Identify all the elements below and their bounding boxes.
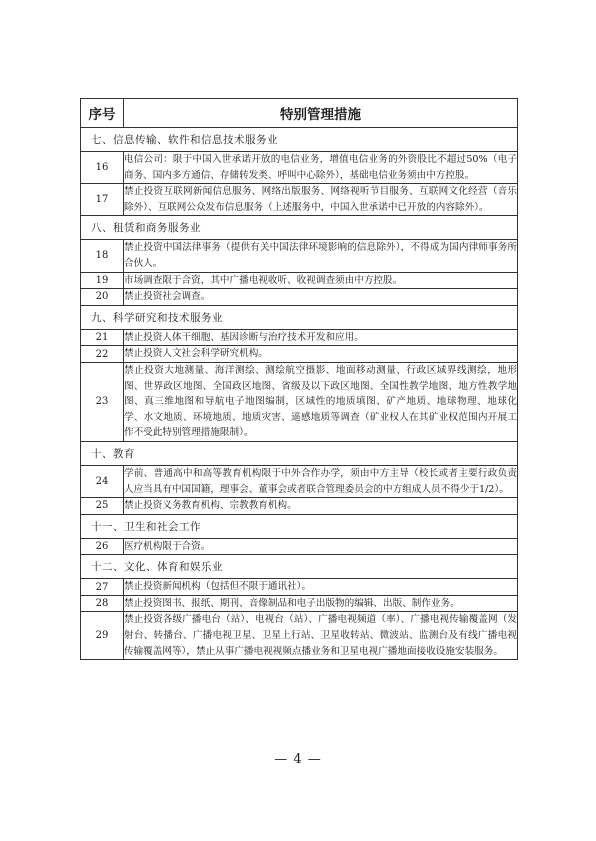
header-special-measures: 特别管理措施 (124, 99, 518, 128)
table-row (81, 329, 518, 346)
row-serial-number: 28 (81, 595, 124, 612)
table-row (81, 240, 518, 272)
table-row (81, 184, 518, 216)
section-row (81, 216, 518, 240)
section-row (81, 514, 518, 538)
table-row (81, 538, 518, 555)
page-number: — 4 — (274, 752, 322, 767)
row-serial-number: 24 (81, 465, 124, 497)
table-row (81, 346, 518, 363)
table-row (81, 612, 518, 660)
row-serial-number: 25 (81, 498, 124, 515)
row-measure-text: 禁止投资义务教育机构、宗教教育机构。 (124, 498, 518, 515)
row-measure-text: 市场调查限于合资，其中广播电视收听、收视调查须由中方控股。 (124, 272, 518, 289)
row-measure-text: 禁止投资图书、报纸、期刊、音像制品和电子出版物的编辑、出版、制作业务。 (124, 595, 518, 612)
row-serial-number: 16 (81, 152, 124, 184)
table-row (81, 289, 518, 306)
row-serial-number: 23 (81, 362, 124, 441)
row-serial-number: 29 (81, 612, 124, 660)
section-row (81, 441, 518, 465)
row-serial-number: 22 (81, 346, 124, 363)
header-serial-number: 序号 (81, 99, 124, 128)
row-serial-number: 27 (81, 579, 124, 596)
row-measure-text: 禁止投资人文社会科学研究机构。 (124, 346, 518, 363)
table-header-row (81, 99, 518, 128)
section-row (81, 305, 518, 329)
row-serial-number: 19 (81, 272, 124, 289)
row-serial-number: 18 (81, 240, 124, 272)
section-title: 十、教育 (81, 441, 518, 465)
table-row (81, 362, 518, 441)
row-measure-text: 禁止投资新闻机构（包括但不限于通讯社）。 (124, 579, 518, 596)
section-title: 九、科学研究和技术服务业 (81, 305, 518, 329)
row-measure-text: 学前、普通高中和高等教育机构限于中外合作办学，须由中方主导（校长或者主要行政负责人应当具有中国国籍，理事会、董事会或者联合管理委员会的中方组成人员不得少于1/2）。 (124, 465, 518, 497)
table-row (81, 595, 518, 612)
section-title: 七、信息传输、软件和信息技术服务业 (81, 128, 518, 152)
table-row (81, 152, 518, 184)
row-measure-text: 禁止投资互联网新闻信息服务、网络出版服务、网络视听节目服务、互联网文化经营（音乐除外）、互联网公众发布信息服务（上述服务中，中国入世承诺中已开放的内容除外）。 (124, 184, 518, 216)
row-measure-text: 医疗机构限于合资。 (124, 538, 518, 555)
table-row (81, 579, 518, 596)
section-title: 十一、卫生和社会工作 (81, 514, 518, 538)
special-measures-table (80, 98, 518, 660)
table-body (81, 128, 518, 660)
row-measure-text: 禁止投资各级广播电台（站）、电视台（站）、广播电视频道（率）、广播电视传输覆盖网（发射台、转播台、广播电视卫星、卫星上行站、卫星收转站、微波站、监测台及有线广播电视传输覆盖网等），禁止从事广播电视视频点播业务和卫星电视广播地面接收设施安装服务。 (124, 612, 518, 660)
row-measure-text: 禁止投资中国法律事务（提供有关中国法律环境影响的信息除外），不得成为国内律师事务所合伙人。 (124, 240, 518, 272)
row-serial-number: 17 (81, 184, 124, 216)
table-row (81, 498, 518, 515)
table-row (81, 272, 518, 289)
section-row (81, 128, 518, 152)
row-serial-number: 20 (81, 289, 124, 306)
table-row (81, 465, 518, 497)
section-title: 十二、文化、体育和娱乐业 (81, 555, 518, 579)
row-measure-text: 电信公司：限于中国入世承诺开放的电信业务，增值电信业务的外资股比不超过50%（电子商务、国内多方通信、存储转发类、呼叫中心除外），基础电信业务须由中方控股。 (124, 152, 518, 184)
row-measure-text: 禁止投资大地测量、海洋测绘、测绘航空摄影、地面移动测量、行政区域界线测绘，地形图、世界政区地图、全国政区地图、省级及以下政区地图、全国性教学地图、地方性教学地图、真三维地图和导航电子地图编制，区域性的地质填图、矿产地质、地球物理、地球化学、水文地质、环境地质、地质灾害、遥感地质等调查（矿业权人在其矿业权范围内开展工作不受此特别管理措施限制）。 (124, 362, 518, 441)
row-measure-text: 禁止投资社会调查。 (124, 289, 518, 306)
row-serial-number: 21 (81, 329, 124, 346)
section-title: 八、租赁和商务服务业 (81, 216, 518, 240)
section-row (81, 555, 518, 579)
row-measure-text: 禁止投资人体干细胞、基因诊断与治疗技术开发和应用。 (124, 329, 518, 346)
row-serial-number: 26 (81, 538, 124, 555)
